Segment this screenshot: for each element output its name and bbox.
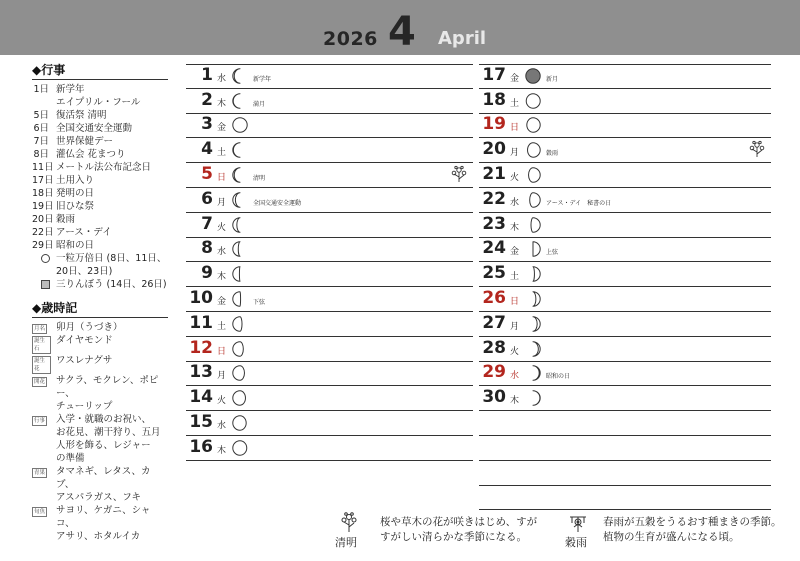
moon-phase-icon <box>231 439 249 457</box>
event-day: 1日 <box>33 84 49 95</box>
day-number: 20 <box>482 139 506 160</box>
weekday-label: 水 <box>217 247 227 258</box>
day-number: 10 <box>189 288 213 308</box>
event-day: 6日 <box>33 123 49 134</box>
event-day: 11日 <box>32 162 54 173</box>
event-name: 旧ひな祭 <box>56 201 95 212</box>
weekday-label: 火 <box>217 222 227 233</box>
day-row <box>479 384 771 411</box>
moon-phase-icon <box>231 340 249 358</box>
weekday-label: 水 <box>510 197 520 208</box>
event-item <box>32 148 168 161</box>
event-day: 29日 <box>32 240 54 251</box>
month-number: 4 <box>388 9 416 55</box>
event-name: アース・デイ <box>56 227 112 238</box>
day-row <box>479 136 771 163</box>
day-row <box>186 87 473 114</box>
day-row <box>186 409 473 436</box>
weekday-label: 水 <box>217 73 227 84</box>
day-row <box>186 62 473 89</box>
weekday-label: 日 <box>217 173 227 183</box>
weekday-label: 金 <box>217 123 227 134</box>
day-row <box>479 359 771 386</box>
empty-day-row <box>479 434 771 461</box>
day-number: 5 <box>201 164 213 184</box>
event-day: 18日 <box>32 188 54 199</box>
moon-phase-icon <box>524 166 542 184</box>
seimei-flower-icon <box>338 511 360 533</box>
moon-phase-icon <box>231 364 249 382</box>
day-number: 6 <box>201 188 213 209</box>
day-row <box>186 186 473 213</box>
weekday-label: 月 <box>510 321 520 332</box>
event-item <box>32 122 168 135</box>
weekday-label: 木 <box>217 445 227 456</box>
saijiki-list <box>32 321 168 543</box>
event-name: 復活祭 清明 <box>56 110 107 121</box>
day-row <box>186 111 473 138</box>
weekday-label: 火 <box>510 346 520 357</box>
empty-day-row <box>479 483 771 510</box>
event-day: 20日 <box>32 214 54 225</box>
day-row <box>186 260 473 287</box>
moon-phase-icon <box>231 116 249 134</box>
saijiki-tag: 旬魚 <box>34 509 46 515</box>
moon-phase-icon <box>231 290 249 308</box>
moon-phase-icon <box>524 290 542 308</box>
weekday-label: 金 <box>510 247 520 258</box>
moon-phase-icon <box>231 389 249 407</box>
weekday-label: 土 <box>217 148 227 159</box>
day-note: 下弦 <box>253 299 266 306</box>
moon-phase-icon <box>231 240 249 258</box>
saijiki-line <box>32 321 168 334</box>
moon-phase-icon <box>524 315 542 333</box>
kokuu-flower-icon <box>567 511 589 533</box>
event-day: 7日 <box>33 136 49 147</box>
day-number: 3 <box>201 114 213 135</box>
weekday-label: 木 <box>510 396 520 407</box>
event-item <box>32 200 168 213</box>
flower-icon <box>747 140 767 158</box>
saijiki-tag: 行事 <box>34 418 46 424</box>
event-name: エイプリル・フール <box>56 97 141 108</box>
day-row <box>479 186 771 213</box>
seimei-name: 清明 <box>335 536 357 549</box>
event-item <box>32 135 168 148</box>
saijiki-tag: 月名 <box>34 326 46 332</box>
day-row <box>479 335 771 362</box>
square-symbol-icon <box>41 280 50 289</box>
day-number: 26 <box>482 288 506 308</box>
legend-item <box>32 265 168 278</box>
event-name: 灌仏会 花まつり <box>56 149 126 160</box>
weekday-label: 月 <box>510 148 520 159</box>
saijiki-text: の準備 <box>56 453 85 464</box>
event-day: 19日 <box>32 201 54 212</box>
moon-phase-icon <box>524 116 542 134</box>
day-row <box>479 62 771 89</box>
saijiki-line <box>32 491 168 504</box>
saijiki-line <box>32 504 168 530</box>
event-name: 発明の日 <box>56 188 95 199</box>
saijiki-heading: ◆歳時記 <box>32 301 168 318</box>
kokuu-name: 穀雨 <box>565 536 587 549</box>
moon-phase-icon <box>524 191 542 209</box>
event-name: 穀雨 <box>56 214 76 225</box>
weekday-label: 火 <box>217 396 227 407</box>
legend-text: 一粒万倍日 (8日、11日、 <box>56 253 167 264</box>
saijiki-tag: 誕生花 <box>32 356 51 374</box>
event-name: 世界保健デー <box>56 136 114 147</box>
event-name: 全国交通安全運動 <box>56 123 133 134</box>
event-item <box>32 226 168 239</box>
day-row <box>186 359 473 386</box>
moon-phase-icon <box>231 265 249 283</box>
seimei-text-2: すがしい清らかな季節になる。 <box>380 531 527 543</box>
day-row <box>479 235 771 262</box>
event-day <box>32 96 56 109</box>
moon-phase-icon <box>524 92 542 110</box>
weekday-label: 水 <box>217 421 227 431</box>
day-row <box>186 335 473 362</box>
saijiki-text: 入学・就職のお祝い、 <box>56 414 152 425</box>
day-number: 22 <box>482 188 506 209</box>
moon-phase-icon <box>231 216 249 234</box>
day-number: 18 <box>482 89 506 110</box>
moon-phase-icon <box>231 191 249 209</box>
saijiki-line <box>32 452 168 465</box>
event-item <box>32 213 168 226</box>
day-number: 24 <box>482 238 506 259</box>
day-number: 13 <box>189 362 213 383</box>
day-note: 全国交通安全運動 <box>253 199 302 207</box>
weekday-label: 金 <box>510 73 520 84</box>
weekday-label: 土 <box>217 321 227 332</box>
saijiki-line <box>32 413 168 426</box>
event-item <box>32 96 168 109</box>
event-name: 昭和の日 <box>56 240 95 251</box>
day-number: 27 <box>482 312 506 333</box>
day-row <box>186 384 473 411</box>
events-list <box>32 83 168 291</box>
day-number: 21 <box>482 164 506 184</box>
weekday-label: 金 <box>217 297 227 307</box>
day-row <box>186 161 473 188</box>
day-note: 上弦 <box>546 249 559 257</box>
saijiki-text: お花見、潮干狩り、五月 <box>56 427 161 438</box>
weekday-label: 土 <box>510 272 520 283</box>
day-row <box>186 235 473 262</box>
day-row <box>479 310 771 337</box>
saijiki-text: アサリ、ホタルイカ <box>56 531 141 542</box>
weekday-label: 木 <box>217 98 227 109</box>
day-note: 清明 <box>253 175 266 182</box>
saijiki-line <box>32 334 168 354</box>
moon-phase-icon <box>231 315 249 333</box>
event-item <box>32 161 168 174</box>
kokuu-text-1: 春雨が五穀をうるおす種まきの季節。 <box>603 516 782 528</box>
header-bar <box>0 0 800 55</box>
moon-phase-icon <box>524 265 542 283</box>
saijiki-text: アスパラガス、フキ <box>56 492 142 503</box>
year-label: 2026 <box>323 28 378 50</box>
day-number: 11 <box>189 312 213 333</box>
day-number: 2 <box>201 89 213 110</box>
day-number: 12 <box>189 337 213 358</box>
day-number: 30 <box>482 387 506 408</box>
day-number: 28 <box>482 337 506 358</box>
empty-day-row <box>479 459 771 486</box>
legend-item <box>32 252 168 265</box>
day-number: 4 <box>201 139 213 160</box>
events-heading: ◆行事 <box>32 63 168 80</box>
weekday-label: 月 <box>217 197 227 208</box>
saijiki-text: 卯月（うづき） <box>56 322 123 333</box>
moon-phase-icon <box>231 414 249 432</box>
saijiki-text: サヨリ、ケガニ、シャコ、 <box>56 505 151 529</box>
day-row <box>186 310 473 337</box>
month-name: April <box>438 28 487 49</box>
day-note: 新学年 <box>253 75 272 83</box>
saijiki-line <box>32 374 168 400</box>
event-name: 土用入り <box>56 175 95 186</box>
day-number: 7 <box>201 213 213 234</box>
day-row <box>186 285 473 312</box>
moon-phase-icon <box>231 67 249 85</box>
event-name: 新学年 <box>56 84 85 95</box>
day-number: 14 <box>189 387 213 408</box>
day-row <box>479 285 771 312</box>
legend-text: 三りんぼう (14日、26日) <box>56 279 167 290</box>
moon-phase-icon <box>524 389 542 407</box>
weekday-label: 日 <box>510 297 520 307</box>
event-day: 8日 <box>33 149 49 160</box>
saijiki-line <box>32 400 168 413</box>
legend-text: 20日、23日) <box>56 266 113 277</box>
day-row <box>186 136 473 163</box>
weekday-label: 木 <box>217 272 227 283</box>
weekday-label: 日 <box>510 123 520 134</box>
event-day: 17日 <box>32 175 54 186</box>
saijiki-text: 人形を飾る、レジャー <box>56 440 151 451</box>
saijiki-line <box>32 439 168 452</box>
saijiki-line <box>32 465 168 491</box>
weekday-label: 土 <box>510 98 520 109</box>
day-number: 23 <box>482 213 506 234</box>
circle-symbol-icon <box>41 254 50 263</box>
weekday-label: 日 <box>217 346 227 357</box>
saijiki-text: サクラ、モクレン、ポピー、 <box>56 375 159 399</box>
moon-phase-icon <box>524 364 542 382</box>
day-row <box>479 260 771 287</box>
day-number: 1 <box>201 64 213 85</box>
day-note: 昭和の日 <box>546 373 571 381</box>
saijiki-tag: 開花 <box>34 379 46 385</box>
kokuu-text-2: 植物の生育が盛んになる頃。 <box>603 531 740 543</box>
empty-day-row <box>479 409 771 436</box>
moon-phase-icon <box>524 216 542 234</box>
weekday-label: 木 <box>510 222 520 233</box>
saijiki-tag: 青果 <box>34 470 46 476</box>
event-item <box>32 109 168 122</box>
weekday-label: 月 <box>217 371 227 382</box>
weekday-label: 水 <box>510 371 520 382</box>
event-item <box>32 174 168 187</box>
day-row <box>186 434 473 461</box>
saijiki-text: ワスレナグサ <box>56 355 113 366</box>
moon-phase-icon <box>524 141 542 159</box>
saijiki-text: チューリップ <box>56 401 113 412</box>
day-row <box>186 211 473 238</box>
moon-phase-icon <box>524 240 542 258</box>
day-note: 満月 <box>253 100 266 108</box>
day-number: 15 <box>189 412 213 432</box>
moon-phase-icon <box>231 166 249 184</box>
flower-icon <box>449 165 469 183</box>
moon-phase-icon <box>524 340 542 358</box>
saijiki-line <box>32 354 168 374</box>
day-number: 8 <box>201 238 213 259</box>
day-row <box>479 211 771 238</box>
saijiki-line <box>32 530 168 543</box>
moon-phase-icon <box>524 67 542 85</box>
day-note: アース・デイ 秘書の日 <box>546 199 612 207</box>
day-number: 17 <box>482 64 506 85</box>
day-number: 19 <box>482 114 506 135</box>
day-number: 9 <box>201 263 213 284</box>
saijiki-line <box>32 426 168 439</box>
day-row <box>479 111 771 138</box>
saijiki-tag: 誕生石 <box>32 336 51 354</box>
event-item <box>32 187 168 200</box>
moon-phase-icon <box>231 141 249 159</box>
moon-phase-icon <box>231 92 249 110</box>
legend-item <box>32 278 168 291</box>
day-row <box>479 161 771 188</box>
day-note: 穀雨 <box>546 150 559 158</box>
event-day: 22日 <box>32 227 54 238</box>
sidebar <box>32 63 168 543</box>
day-row <box>479 87 771 114</box>
day-number: 16 <box>189 436 213 457</box>
event-item <box>32 239 168 252</box>
weekday-label: 火 <box>510 173 520 183</box>
event-item <box>32 83 168 96</box>
day-number: 25 <box>482 263 506 284</box>
seimei-text-1: 桜や草木の花が咲きはじめ、すが <box>380 516 538 528</box>
day-note: 新月 <box>546 75 559 83</box>
event-day: 5日 <box>33 110 49 121</box>
saijiki-text: ダイヤモンド <box>56 335 113 346</box>
event-name: メートル法公布記念日 <box>56 162 152 173</box>
saijiki-text: タマネギ、レタス、カブ、 <box>56 466 151 490</box>
day-number: 29 <box>482 362 506 383</box>
